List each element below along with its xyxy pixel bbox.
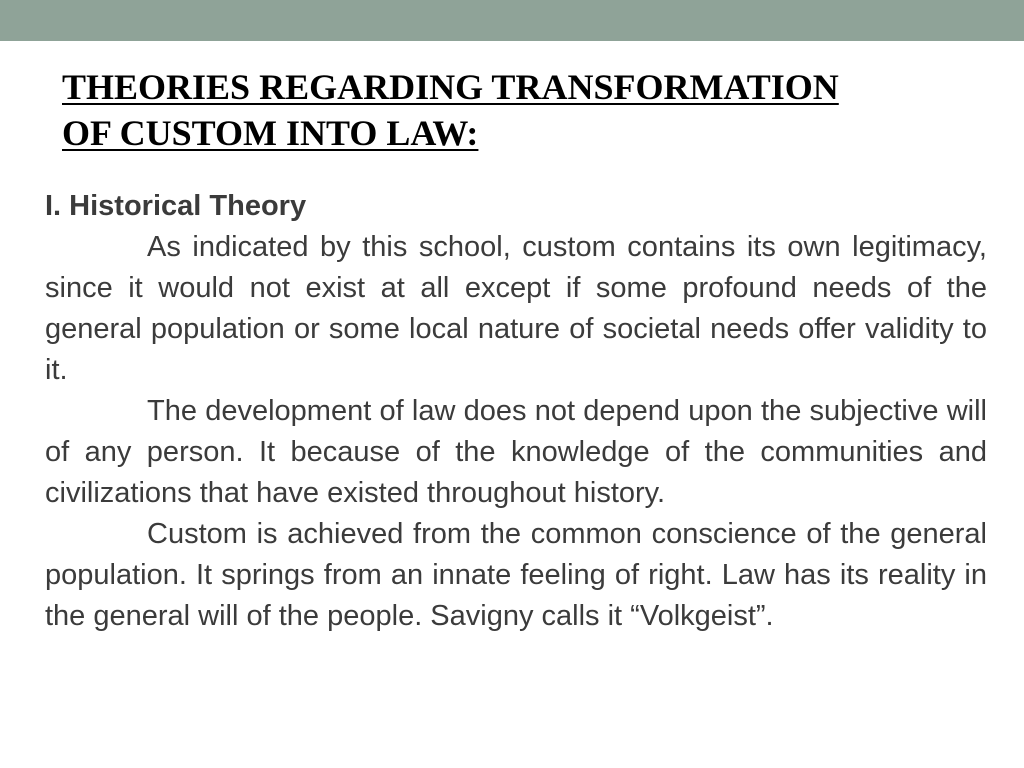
body-paragraph-2: The development of law does not depend upon the subjective will of any person. It because of the knowledge of the communities and civilizations that have existed throughout history.: [45, 395, 987, 509]
section-heading: I. Historical Theory: [45, 190, 307, 222]
body-paragraph-3: Custom is achieved from the common conscience of the general population. It springs from an innate feeling of right. Law has its reality in the general will of the people. Savigny calls it “Volkgeist”.: [45, 518, 987, 632]
slide-title-line-2: OF CUSTOM INTO LAW:: [62, 113, 479, 153]
slide-title: [62, 64, 962, 156]
slide-title-line-1: THEORIES REGARDING TRANSFORMATION: [62, 67, 839, 107]
top-accent-bar: [0, 0, 1024, 41]
body-paragraph-1: As indicated by this school, custom contains its own legitimacy, since it would not exist at all except if some profound needs of the general population or some local nature of societal needs offer validity to it.: [45, 231, 987, 386]
slide-body: [45, 186, 987, 637]
